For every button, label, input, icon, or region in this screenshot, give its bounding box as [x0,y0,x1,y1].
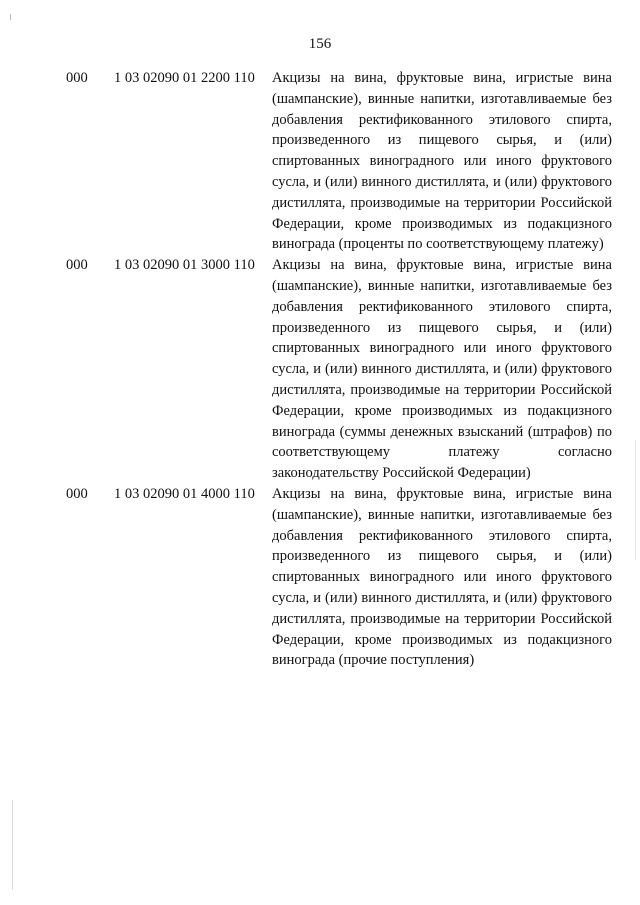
code-description: Акцизы на вина, фруктовые вина, игристые вина (шампанские), винные напитки, изготавливаемые без добавления ректификованного этилового спирта, произведенного из пищевого сырья, и (или) спиртованных виноградного или иного фруктового сусла, и (или) винного дистиллята, и (или) фруктового дистиллята, производимые на территории Российской Федерации, кроме производимых из подакцизного винограда (суммы денежных взысканий (штрафов) по соответствующему платежу согласно законодательству Российской Федерации) [272,257,612,482]
budget-code-entry [66,68,612,255]
admin-code: 000 [66,257,88,274]
scan-edge-line [12,800,13,890]
code-description: Акцизы на вина, фруктовые вина, игристые вина (шампанские), винные напитки, изготавливаемые без добавления ректификованного этилового спирта, произведенного из пищевого сырья, и (или) спиртованных виноградного или иного фруктового сусла, и (или) винного дистиллята, и (или) фруктового дистиллята, производимые на территории Российской Федерации, кроме производимых из подакцизного винограда (проценты по соответствующему платежу) [272,70,612,253]
kbk-code: 1 03 02090 01 4000 110 [114,485,255,502]
kbk-code: 1 03 02090 01 3000 110 [114,257,255,274]
kbk-code: 1 03 02090 01 2200 110 [114,70,255,86]
page-number: 156 [308,36,332,52]
budget-code-entry [66,484,612,671]
budget-code-entry [66,255,612,484]
code-description: Акцизы на вина, фруктовые вина, игристые вина (шампанские), винные напитки, изготавливаемые без добавления ректификованного этилового спирта, произведенного из пищевого сырья, и (или) спиртованных виноградного или иного фруктового сусла, и (или) винного дистиллята, и (или) фруктового дистиллята, производимые на территории Российской Федерации, кроме производимых из подакцизного винограда (прочие поступления) [272,485,612,669]
scan-mark [10,14,11,20]
scan-edge-line-right [635,440,636,560]
admin-code: 000 [66,70,88,86]
admin-code: 000 [66,485,88,502]
budget-code-list [66,68,612,671]
